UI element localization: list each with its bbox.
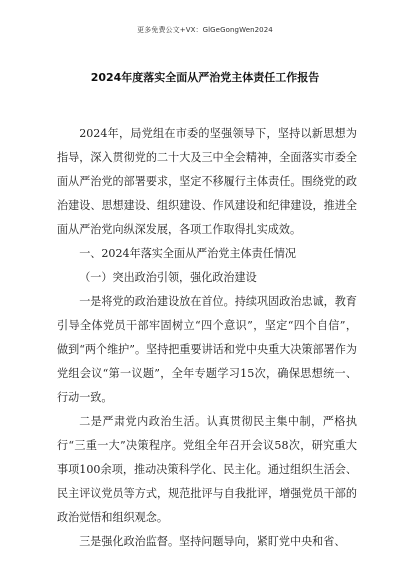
body-paragraph-2: 二是严肃党内政治生活。认真贯彻民主集中制，严格执行“三重一大”决策程序。党组全年召开会议58次，研究重大事项100余项，推动决策科学化、民主化。通过组织生活会、民主评议党员等方式，规范批评与自我批评，增强党员干部的政治觉悟和组织观念。 [57,415,357,524]
header-note: 更多免费公文+VX：GlGeGongWen2024 [137,26,273,34]
document-body [57,122,357,554]
body-paragraph-3: 三是强化政治监督。坚持问题导向，紧盯党中央和省、 [79,535,346,548]
section-heading: 一、2024年落实全面从严治党主体责任情况 [79,247,297,260]
body-paragraph-1: 一是将党的政治建设放在首位。持续巩固政治忠诚，教育引导全体党员干部牢固树立“四个意识”，坚定“四个自信”，做到“两个维护”。坚持把重要讲话和党中央重大决策部署作为党组会议“第一议题”，全年专题学习15次，确保思想统一、行动一致。 [57,295,357,404]
intro-paragraph: 2024年，局党组在市委的坚强领导下，坚持以新思想为指导，深入贯彻党的二十大及三中全会精神，全面落实市委全面从严治党的部署要求，坚定不移履行主体责任。围绕党的政治建设、思想建设、组织建设、作风建设和纪律建设，推进全面从严治党向纵深发展，各项工作取得扎实成效。 [57,127,357,236]
document-title: 2024年度落实全面从严治党主体责任工作报告 [90,71,320,84]
subsection-heading: （一）突出政治引领，强化政治建设 [79,271,257,284]
